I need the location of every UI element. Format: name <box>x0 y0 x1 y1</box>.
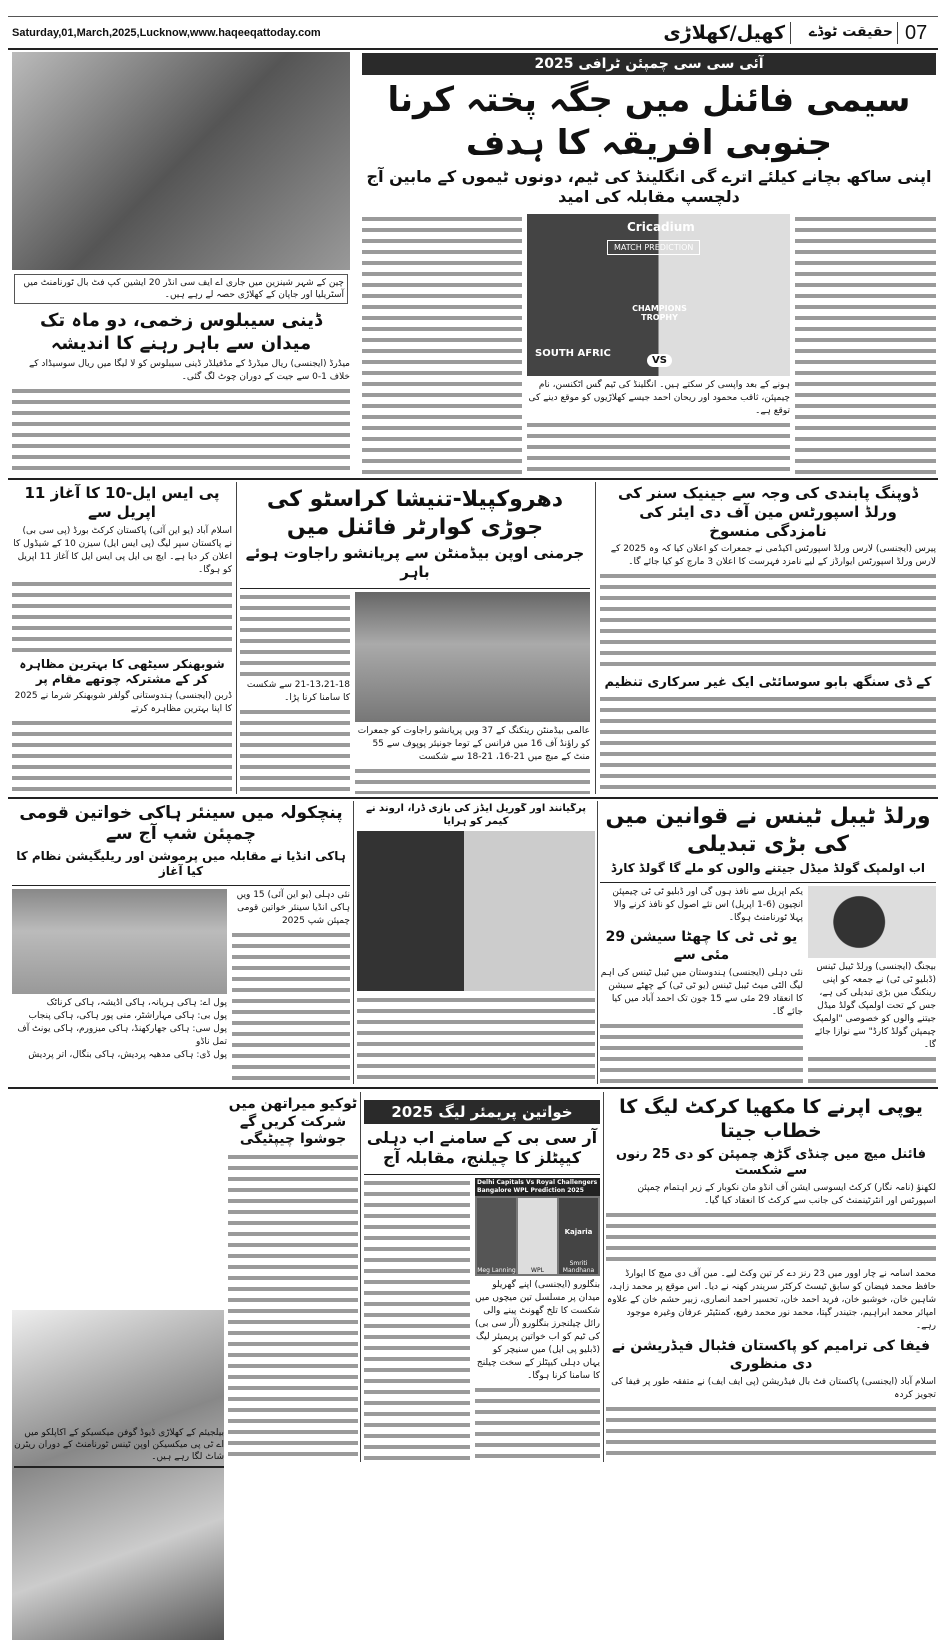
badminton-headline: دھروکپیلا-تنیشا کراسٹو کی جوڑی کوارٹر فائنل میں <box>266 487 564 540</box>
pool-item: پول اے: ہاکی ہریانہ، ہاکی اڈیشہ، ہاکی کرناٹک <box>46 997 227 1008</box>
injury-text: میڈرڈ (ایجنسی) ریال میڈرڈ کے مڈفیلڈر ڈینی سیبلوس کو لا لیگا میں ریال سوسیڈاد کے خلاف 1-0 سے جیت کے دوران چوٹ لگ گئی۔ <box>29 359 350 382</box>
hockey-pools-list <box>12 997 227 1062</box>
up-text-2: محمد اسامہ نے چار اوور میں 23 رنز دے کر تین وکٹ لیے۔ مین آف دی میچ کا ایوارڈ حافظ محمد فیضان کو سابق ٹیسٹ کرکٹر سریندر کھنہ نے دیا۔ اس موقع پر محمد زاہد، شاہین خان، خوشبو خان، فرید احمد خان، تحسیر احمد انصاری، زبیر حشم خان کے علاوہ امپائر محمد ابراہیم، جتیندر گپتا، محمد نور محمد رفیع، کمنٹیٹر عرفان وغیرہ موجود رہے۔ <box>606 1269 936 1331</box>
tt-text: بیجنگ (ایجنسی) ورلڈ ٹیبل ٹینس (ڈبلیو ٹی ٹی) نے جمعہ کو اپنی رینکنگ میں بڑی تبدیلی کی ہے، جس کے تحت اولمپک گولڈ میڈل جیتنے والوں کو خصوصی "اولمپک چیمپئن گولڈ کارڈ" سے نوازا جائے گا۔ <box>812 962 936 1050</box>
fifa-text: اسلام آباد (ایجنسی) پاکستان فٹ بال فیڈریشن (پی ایف ایف) نے متفقہ طور پر فیفا کی تجویز کردہ <box>611 1377 936 1400</box>
wpl-prediction-image <box>475 1178 600 1276</box>
chess-headline: پرگیانند اور گوریل ایڈز کی بازی ڈرا، اروند نے کیمر کو ہرایا <box>365 803 587 827</box>
psl-text: اسلام آباد (یو این آئی) پاکستان کرکٹ بورڈ (پی سی بی) نے پاکستان سپر لیگ (پی ایس ایل) سیزن 10 کے شیڈول کا اعلان کر دیا ہے۔ ایچ بی ایل پی ایس ایل کا آغاز 11 اپریل کو ہوگا۔ <box>13 525 232 575</box>
badminton-score-text: 21-13،21-18 سے شکست کا سامنا کرنا پڑا۔ <box>246 679 350 703</box>
jersey-text: SOUTH AFRIC <box>535 348 611 359</box>
jersey-text: Kajaria <box>564 1228 593 1236</box>
cricket-match-prediction-image <box>527 214 790 376</box>
pool-item: پول بی: ہاکی مہاراشٹر، منی پور ہاکی، ہاکی پنجاب <box>28 1010 227 1021</box>
match-prediction-label: MATCH PREDICTION <box>607 240 700 255</box>
main-headline: سیمی فائنل میں جگہ پختہ کرنا جنوبی افریقہ کا ہدف <box>387 80 911 163</box>
shooting-headline: شوبھنکر سیٹھی کا بہترین مظاہرہ کر کے مشترکہ چوتھے مقام پر <box>19 657 225 687</box>
player-name-label: Smriti Mandhana <box>562 1260 595 1274</box>
fifa-headline: فیفا کی ترامیم کو پاکستان فٹبال فیڈریشن نے دی منظوری <box>611 1338 931 1372</box>
tennis-photo <box>12 1310 224 1640</box>
section-banner: آئی سی سی چمپئن ٹرافی 2025 <box>362 53 936 75</box>
shooting-text: ڈربن (ایجنسی) ہندوستانی گولفر شوبھنکر شرما نے 2025 کا اپنا بہترین مظاہرہ کرتے <box>14 691 232 715</box>
cricadium-logo: Cricadium <box>627 220 695 234</box>
kd-singh-headline: کے ڈی سنگھ بابو سوسائٹی ایک غیر سرکاری تنظیم <box>604 674 932 690</box>
utt-headline: یو ٹی ٹی کا چھٹا سیشن 29 مئی سے <box>605 929 798 963</box>
injury-headline: ڈینی سیبلوس زخمی، دو ماہ تک میدان سے باہر رہنے کا اندیشہ <box>39 310 323 354</box>
utt-text: نئی دہلی (ایجنسی) ہندوستان میں ٹیبل ٹینس کی اہم لیگ الٹی میٹ ٹیبل ٹینس (یو ٹی ٹی) کے چھٹے سیشن کا انعقاد 29 مئی سے 15 جون تک احمد آباد میں کیا جائے گا۔ <box>600 968 803 1017</box>
pool-item: پول سی: ہاکی جھارکھنڈ، ہاکی میزورم، ہاکی یونٹ آف تمل ناڈو <box>17 1023 227 1047</box>
dateline: Saturday,01,March,2025,Lucknow,www.haqeeqattoday.com <box>12 27 321 39</box>
wpl-text: بنگلورو (ایجنسی) اپنے گھریلو میدان پر مسلسل تین میچوں میں شکست کا تلخ گھونٹ پینے والی رائل چیلنجرز بنگلورو (آر سی بی) کی ٹیم کو اب خواتین پریمیئر لیگ (ڈبلیو پی ایل) میں سنیچر کو یہاں دہلی کیپٹلز کے سخت چیلنج کا سامنا کرنا ہوگا۔ <box>475 1280 600 1381</box>
trophy-label: WPL <box>531 1267 544 1274</box>
up-text: لکھنؤ (نامہ نگار) کرکٹ ایسوسی ایشن آف انڈو مان نکوبار کے زیر اہتمام چمپئن اسپورٹس اور انٹرٹینمنٹ کی جانب سے کرکٹ کا انعقاد کیا گیا۔ <box>637 1183 936 1206</box>
tt-subhead: اب اولمپک گولڈ میڈل جیتنے والوں کو ملے گا گولڈ کارڈ <box>610 861 926 875</box>
section-title: کھیل/کھلاڑی <box>663 22 785 44</box>
photo-caption: چین کے شہر شینزین میں جاری اے ایف سی انڈر 20 ایشین کپ فٹ بال ٹورنامنٹ میں آسٹریلیا اور جاپان کے کھلاڑی حصہ لے رہے ہیں۔ <box>14 274 348 304</box>
badminton-photo <box>355 592 590 722</box>
hockey-text: نئی دہلی (یو این آئی) 15 ویں ہاکی انڈیا سینئر خواتین قومی چمپئن شپ 2025 <box>236 889 350 926</box>
tt-text-2: یکم اپریل سے نافذ ہوں گی اور ڈبلیو ٹی ٹی چیمپئن انچیون (6-1 اپریل) اس نئے اصول کو نافذ کرنے والا پہلا ٹورنامنٹ ہوگا۔ <box>612 887 803 923</box>
doping-text: پیرس (ایجنسی) لارس ورلڈ اسپورٹس اکیڈمی نے جمعرات کو اعلان کیا کہ وہ 2025 کے لارس ورلڈ اسپورٹس ایوارڈز کے لیے نامزد فہرست کا اعلان 3 مارچ کو کیا جائے گا۔ <box>610 544 936 568</box>
up-headline: یوپی اپرنے کا مکھیا کرکٹ لیگ کا خطاب جیتا <box>619 1096 923 1142</box>
chess-photo <box>357 831 595 991</box>
tennis-photo-caption: بیلجیئم کے کھلاڑی ڈیوڈ گوفن میکسیکو کے اکاپلکو میں اے ٹی پی میکسیکن اوپن ٹینس ٹورنامنٹ کے دوران ریٹرن شاٹ لگا رہے ہیں۔ <box>14 1427 224 1468</box>
vs-badge: VS <box>647 354 672 367</box>
up-subhead: فائنل میچ میں چنڈی گڑھ چمپئن کو دی 25 رنوں سے شکست <box>615 1146 927 1178</box>
player-name-label: Meg Lanning <box>477 1267 516 1274</box>
main-subhead: اپنی ساکھ بچانے کیلئے اترے گی انگلینڈ کی ٹیم، دونوں ٹیموں کے مابین آج دلچسپ مقابلہ کی امید <box>366 167 932 206</box>
badminton-subhead: جرمنی اوپن بیڈمنٹن سے پریانشو راجاوت ہوئے باہر <box>245 544 585 581</box>
trophy-label: CHAMPIONS TROPHY <box>632 304 687 322</box>
wpl-banner: خواتین پریمئر لیگ 2025 <box>364 1100 600 1124</box>
pool-item: پول ڈی: ہاکی مدھیہ پردیش، ہاکی بنگال، اتر پردیش <box>28 1049 227 1060</box>
newspaper-logo: حقیقت ٹوڈے <box>808 24 893 40</box>
table-tennis-photo <box>808 886 936 958</box>
wpl-headline: آر سی بی کے سامنے اب دہلی کیپٹلز کا چیلنج، مقابلہ آج <box>366 1128 598 1167</box>
badminton-text: عالمی بیڈمنٹن رینکنگ کے 37 ویں پریانشو راجاوت کو جمعرات کو راؤنڈ آف 16 میں فرانس کے توما جونیئر پوپوف سے 55 منٹ کے میچ میں 21-16، 21-18 سے شکست <box>357 725 590 762</box>
psl-headline: پی ایس ایل-10 کا آغاز 11 اپریل سے <box>24 484 220 521</box>
wpl-image-title: Delhi Capitals Vs Royal Challengers Bangalore WPL Prediction 2025 <box>475 1178 600 1196</box>
football-photo <box>12 52 350 270</box>
hockey-subhead: ہاکی انڈیا نے مقابلہ میں پرموشن اور ریلیگیشن نظام کا کیا آغاز <box>16 848 346 878</box>
tt-headline: ورلڈ ٹیبل ٹینس نے قوانین میں کی بڑی تبدیلی <box>605 804 931 857</box>
doping-headline: ڈوپنگ پابندی کی وجہ سے جینیک سنر کی ورلڈ اسپورٹس مین آف دی ایئر کی نامزدگی منسوخ <box>617 484 919 540</box>
page-number: 07 <box>905 22 928 44</box>
article-text: ہونے کے بعد واپسی کر سکتے ہیں۔ انگلینڈ کی ٹیم گس اٹکنسن، نام چیمپئن، ثاقب محمود اور ریحان احمد جیسے کھلاڑیوں کو موقع دینے کی توقع ہے۔ <box>528 380 790 416</box>
tokyo-headline: ٹوکیو میراتھن میں شرکت کریں گے جوشوا چیپٹیگی <box>228 1096 358 1147</box>
hockey-headline: پنچکولہ میں سینئر ہاکی خواتین قومی چمپئن شپ آج سے <box>19 803 343 845</box>
hockey-photo <box>12 889 227 994</box>
